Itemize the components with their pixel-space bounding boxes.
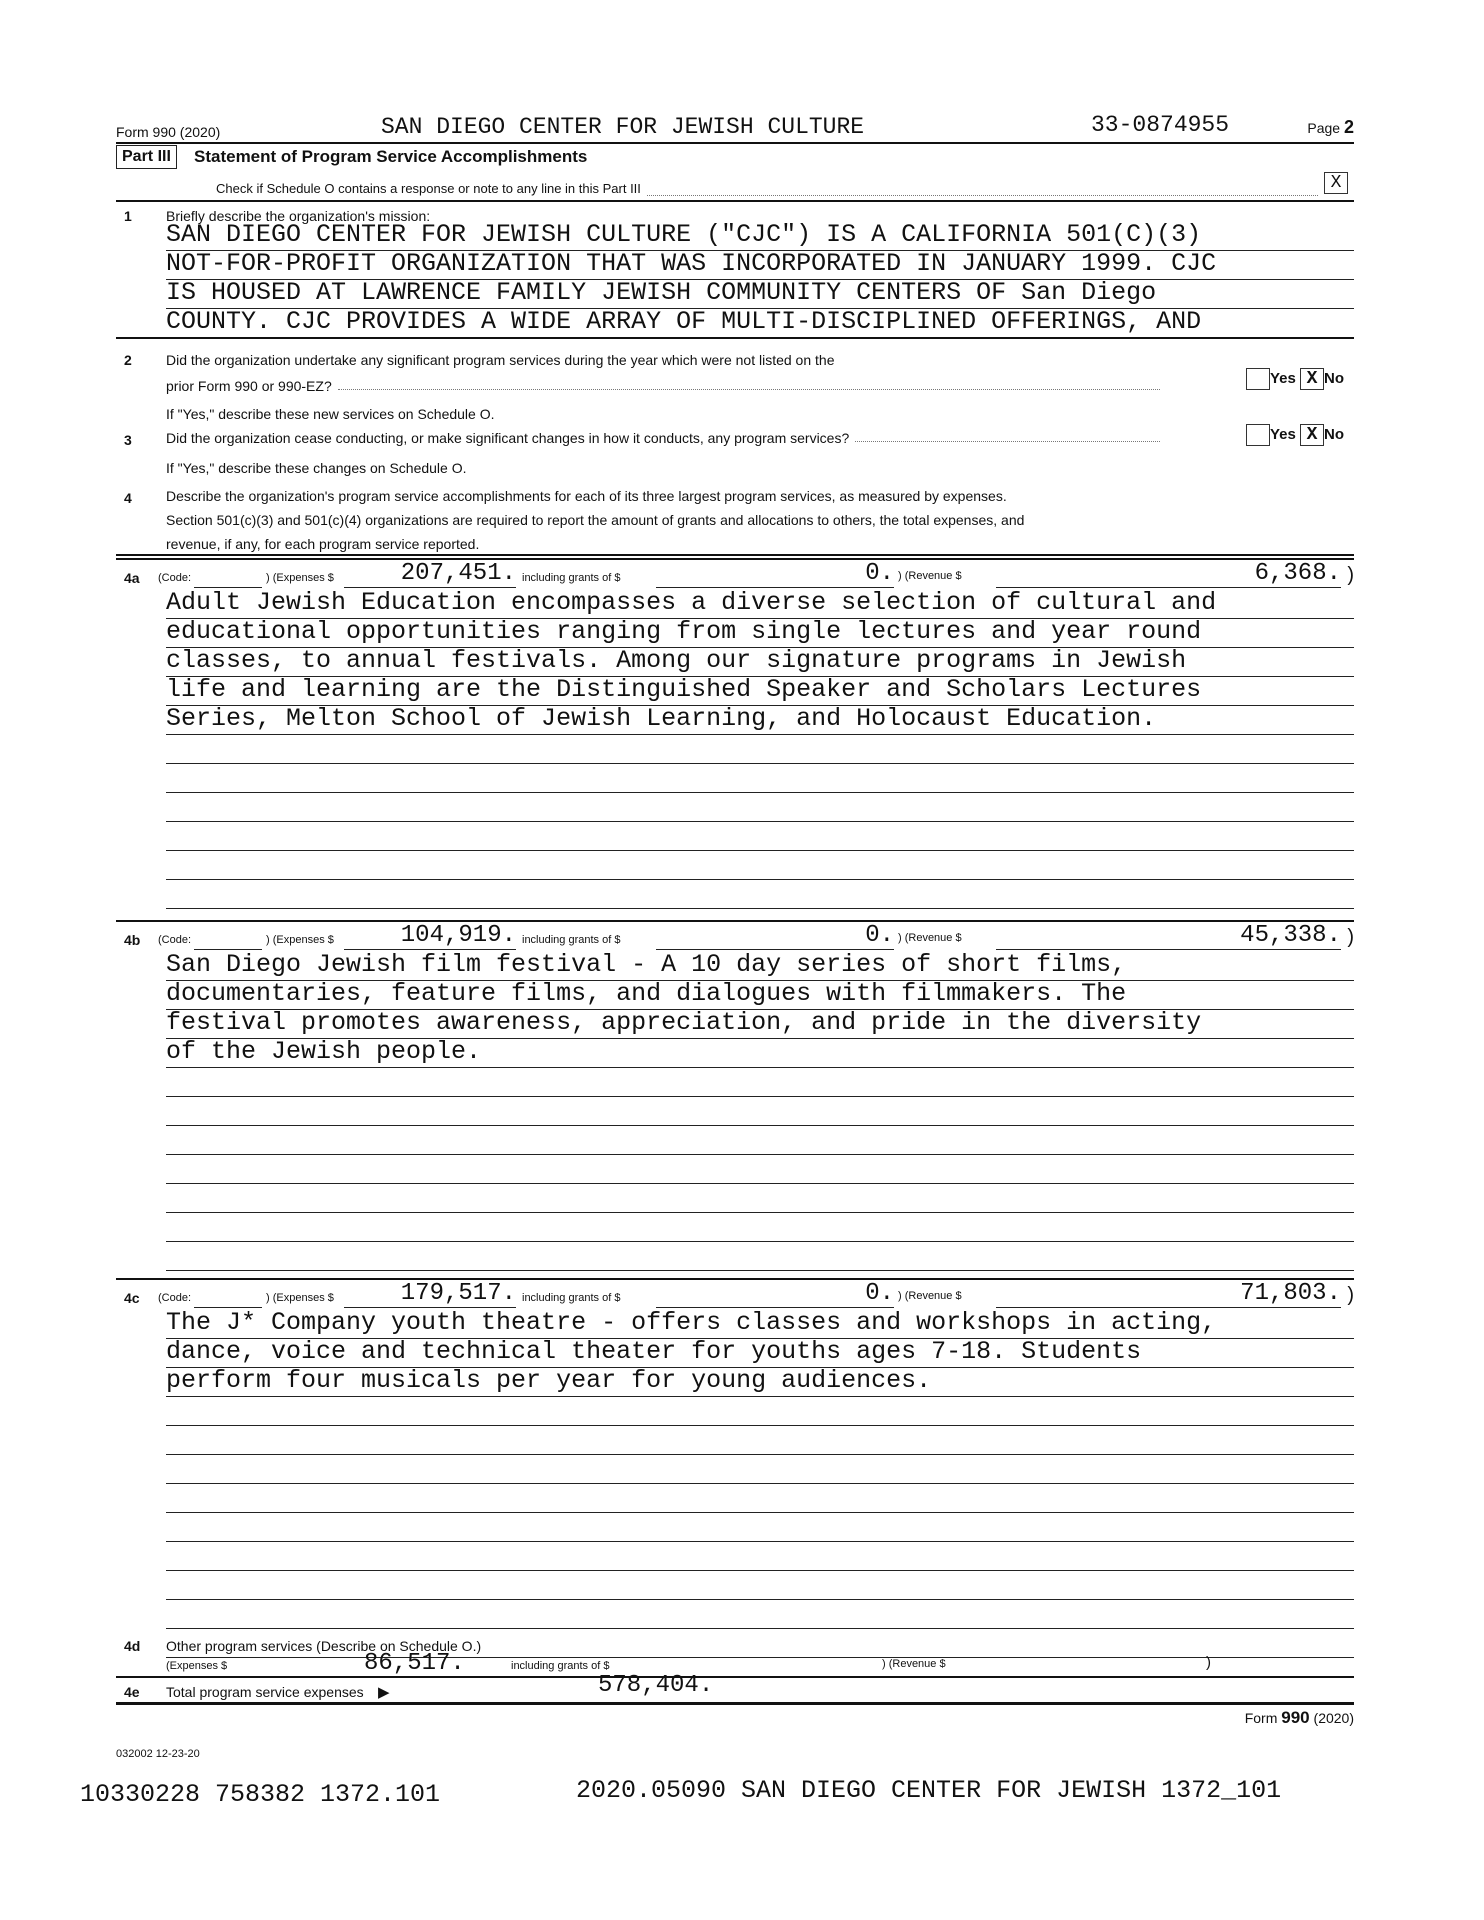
description-line xyxy=(166,1426,1354,1455)
revenue-value[interactable]: 45,338. xyxy=(996,923,1341,950)
revenue-close: ) xyxy=(1347,1284,1354,1306)
description-line xyxy=(166,1068,1354,1097)
description-line xyxy=(166,1242,1354,1271)
description-line: educational opportunities ranging from single lectures and year round xyxy=(166,619,1354,648)
revenue-label: ) (Revenue $ xyxy=(898,1290,962,1302)
q4-text: revenue, if any, for each program service reported. xyxy=(166,536,480,552)
mission-lines xyxy=(116,208,1354,339)
expenses-value[interactable]: 179,517. xyxy=(344,1281,516,1308)
mission-line: IS HOUSED AT LAWRENCE FAMILY JEWISH COMMUNITY CENTERS OF San Diego xyxy=(166,280,1354,309)
line-4e xyxy=(116,1672,1354,1705)
program-number: 4b xyxy=(124,932,141,948)
revenue-label: ) (Revenue $ xyxy=(898,570,962,582)
grants-value[interactable]: 0. xyxy=(656,923,894,950)
program-number: 4a xyxy=(124,570,140,586)
arrow-right-icon: ▶ xyxy=(378,1684,390,1701)
description-line xyxy=(166,793,1354,822)
q3-no-checkbox[interactable]: X xyxy=(1300,424,1324,446)
description-line: The J* Company youth theatre - offers classes and workshops in acting, xyxy=(166,1310,1354,1339)
q4-number: 4 xyxy=(124,490,132,506)
description-line: of the Jewish people. xyxy=(166,1039,1354,1068)
description-line xyxy=(166,1213,1354,1242)
program-header xyxy=(116,922,1354,952)
mission-line: SAN DIEGO CENTER FOR JEWISH CULTURE ("CJC") IS A CALIFORNIA 501(C)(3) xyxy=(166,222,1354,251)
q4e-total: 578,404. xyxy=(598,1672,714,1699)
question-1 xyxy=(116,208,1354,339)
form-label: Form 990 (2020) xyxy=(116,124,221,140)
grants-label: including grants of $ xyxy=(522,1292,621,1304)
page-num: 2 xyxy=(1343,117,1354,137)
question-2 xyxy=(116,344,1354,422)
question-3 xyxy=(116,424,1354,484)
org-name: SAN DIEGO CENTER FOR JEWISH CULTURE xyxy=(381,114,865,140)
form-footer-label xyxy=(1245,1708,1354,1728)
q3-yes-no xyxy=(1246,424,1344,446)
form-code: 032002 12-23-20 xyxy=(116,1748,200,1760)
grants-value[interactable]: 0. xyxy=(656,561,894,588)
revenue-label: ) (Revenue $ xyxy=(898,932,962,944)
description-line: Adult Jewish Education encompasses a diverse selection of cultural and xyxy=(166,590,1354,619)
q2-text: Did the organization undertake any significant program services during the year which were not listed on the xyxy=(166,352,835,368)
description-line: perform four musicals per year for young audiences. xyxy=(166,1368,1354,1397)
description-line: Series, Melton School of Jewish Learning, and Holocaust Education. xyxy=(166,706,1354,735)
q2-yes-label: Yes xyxy=(1269,369,1296,387)
description-line: classes, to annual festivals. Among our signature programs in Jewish xyxy=(166,648,1354,677)
mission-line: NOT-FOR-PROFIT ORGANIZATION THAT WAS INCORPORATED IN JANUARY 1999. CJC xyxy=(166,251,1354,280)
description-line xyxy=(166,735,1354,764)
description-line xyxy=(166,822,1354,851)
q3-yes-label: Yes xyxy=(1269,425,1296,443)
revenue-close: ) xyxy=(1347,926,1354,948)
code-field[interactable] xyxy=(194,1281,262,1308)
q3-text-line xyxy=(166,430,1166,446)
q2-no-checkbox[interactable]: X xyxy=(1300,368,1324,390)
description-line xyxy=(166,851,1354,880)
code-label: (Code: xyxy=(158,572,192,584)
batch-id-right: 2020.05090 SAN DIEGO CENTER FOR JEWISH 1372_101 xyxy=(576,1776,1282,1805)
description-line: San Diego Jewish film festival - A 10 day series of short films, xyxy=(166,952,1354,981)
description-line xyxy=(166,1126,1354,1155)
q4d-revenue-label: ) (Revenue $ xyxy=(882,1658,946,1670)
q2-text-line2 xyxy=(166,378,1166,394)
code-label: (Code: xyxy=(158,1292,192,1304)
expenses-value[interactable]: 104,919. xyxy=(344,923,516,950)
question-4 xyxy=(116,482,1354,556)
q4-text: Describe the organization's program service accomplishments for each of its three largest program services, as measured by expenses. xyxy=(166,488,1007,504)
part-title: Statement of Program Service Accomplishments xyxy=(194,147,588,166)
program-4b xyxy=(116,920,1354,1271)
q4d-grants-label: including grants of $ xyxy=(511,1660,610,1672)
description-line xyxy=(166,1571,1354,1600)
q3-note: If "Yes," describe these changes on Schedule O. xyxy=(166,460,467,476)
description-line: life and learning are the Distinguished Speaker and Scholars Lectures xyxy=(166,677,1354,706)
description-line: documentaries, feature films, and dialogues with filmmakers. The xyxy=(166,981,1354,1010)
schedule-o-checkbox[interactable]: X xyxy=(1324,172,1348,194)
description-line xyxy=(166,880,1354,909)
q2-number: 2 xyxy=(124,352,132,368)
description-line xyxy=(166,1484,1354,1513)
q3-no-label: No xyxy=(1324,425,1344,443)
q4e-number: 4e xyxy=(124,1684,140,1700)
description-line: dance, voice and technical theater for youths ages 7-18. Students xyxy=(166,1339,1354,1368)
batch-id-left: 10330228 758382 1372.101 xyxy=(80,1780,441,1809)
q1-number: 1 xyxy=(124,208,132,224)
q4d-expenses-label: (Expenses $ xyxy=(166,1660,228,1672)
q1-text: Briefly describe the organization's mission: xyxy=(166,208,431,224)
code-label: (Code: xyxy=(158,934,192,946)
page-number xyxy=(1307,117,1354,138)
q4d-expenses-value: 86,517. xyxy=(364,1650,465,1677)
q2-yes-no xyxy=(1246,368,1344,390)
description-line xyxy=(166,1397,1354,1426)
grants-label: including grants of $ xyxy=(522,934,621,946)
q4-text: Section 501(c)(3) and 501(c)(4) organizations are required to report the amount of grants and allocations to others, the total expenses, and xyxy=(166,512,1025,528)
description-line xyxy=(166,1184,1354,1213)
schedule-o-check-text: Check if Schedule O contains a response or note to any line in this Part III xyxy=(216,181,641,196)
description-line xyxy=(166,1097,1354,1126)
program-4c xyxy=(116,1278,1354,1658)
expenses-label: ) (Expenses $ xyxy=(266,1292,334,1304)
schedule-o-check-row xyxy=(116,170,1354,202)
description-line xyxy=(166,1455,1354,1484)
description-line xyxy=(166,1513,1354,1542)
code-field[interactable] xyxy=(194,923,262,950)
footer-form-num: 990 xyxy=(1281,1708,1310,1727)
footer-year: (2020) xyxy=(1313,1710,1354,1726)
q4d-number: 4d xyxy=(124,1638,141,1654)
description-line: festival promotes awareness, appreciation, and pride in the diversity xyxy=(166,1010,1354,1039)
q4d-text: Other program services (Describe on Schedule O.) xyxy=(166,1638,482,1654)
mission-line: COUNTY. CJC PROVIDES A WIDE ARRAY OF MULTI-DISCIPLINED OFFERINGS, AND xyxy=(116,309,1354,339)
expenses-value[interactable]: 207,451. xyxy=(344,561,516,588)
expenses-label: ) (Expenses $ xyxy=(266,934,334,946)
program-4a xyxy=(116,558,1354,909)
q2-note: If "Yes," describe these new services on Schedule O. xyxy=(166,406,495,422)
code-field[interactable] xyxy=(194,561,262,588)
q3-number: 3 xyxy=(124,432,132,448)
form-header xyxy=(116,112,1354,144)
expenses-label: ) (Expenses $ xyxy=(266,572,334,584)
revenue-value[interactable]: 71,803. xyxy=(996,1281,1341,1308)
grants-value[interactable]: 0. xyxy=(656,1281,894,1308)
grants-label: including grants of $ xyxy=(522,572,621,584)
description-line xyxy=(166,1542,1354,1571)
footer-form: Form xyxy=(1244,1710,1278,1726)
q3-text: Did the organization cease conducting, or make significant changes in how it conducts, any program services? xyxy=(166,430,850,446)
q2-yes-checkbox[interactable] xyxy=(1246,368,1270,390)
part-label: Part III xyxy=(116,145,177,169)
q2-text2: prior Form 990 or 990-EZ? xyxy=(166,378,332,394)
q3-yes-checkbox[interactable] xyxy=(1246,424,1270,446)
revenue-value[interactable]: 6,368. xyxy=(996,561,1341,588)
line-4d xyxy=(116,1616,1354,1678)
description-line xyxy=(166,1155,1354,1184)
page-label: Page xyxy=(1307,120,1341,136)
program-header xyxy=(116,1280,1354,1310)
program-number: 4c xyxy=(124,1290,140,1306)
q4e-text: Total program service expenses xyxy=(166,1684,364,1700)
q2-no-label: No xyxy=(1324,369,1344,387)
part-iii-heading xyxy=(116,145,1354,171)
program-header xyxy=(116,560,1354,590)
ein: 33-0874955 xyxy=(1091,112,1230,138)
description-line xyxy=(166,764,1354,793)
q4d-close: ) xyxy=(1206,1654,1211,1671)
revenue-close: ) xyxy=(1347,564,1354,586)
